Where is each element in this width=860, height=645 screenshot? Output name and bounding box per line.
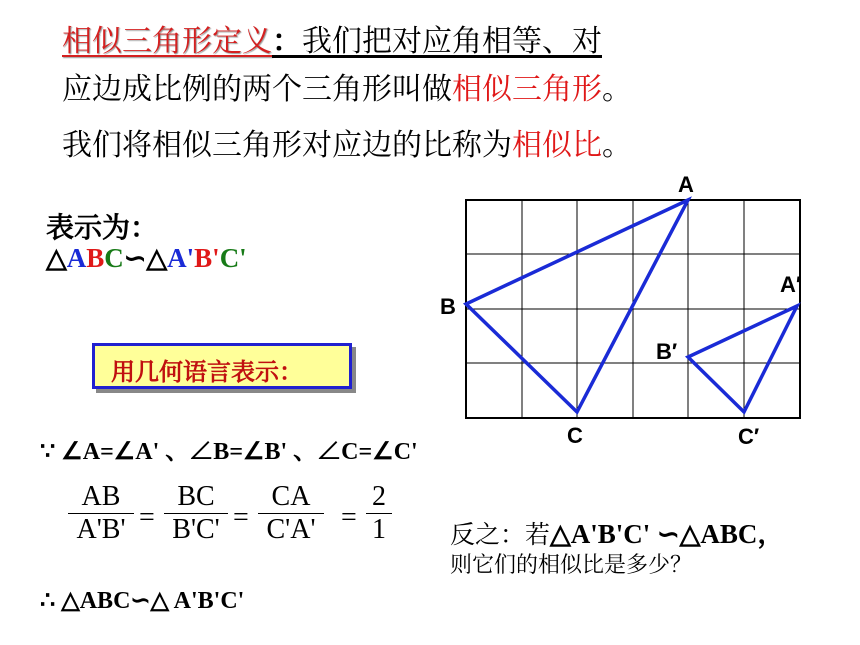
ratio-bc-num: BC bbox=[177, 481, 215, 512]
definition-period: 。 bbox=[602, 72, 632, 107]
geometry-language-label: 用几何语言表示： bbox=[111, 358, 303, 386]
similarity-ratio-term: 相似比 bbox=[512, 128, 602, 163]
label-b: B bbox=[440, 294, 456, 319]
vertex-b-prime: B' bbox=[194, 243, 220, 273]
similar-triangles-term: 相似三角形 bbox=[452, 72, 602, 107]
ratio-bc-den: B'C' bbox=[164, 513, 228, 546]
label-a: A bbox=[678, 172, 694, 197]
label-c: C bbox=[567, 423, 583, 448]
therefore-statement: ∴ △ABC∽△ A'B'C' bbox=[40, 588, 245, 614]
definition-colon: ： bbox=[272, 24, 302, 59]
vertex-a-prime: A' bbox=[167, 243, 195, 273]
because-statement: ∵ ∠A=∠A' 、∠B=∠B' 、∠C=∠C' bbox=[40, 439, 418, 465]
ratio-value-num: 2 bbox=[372, 481, 386, 512]
vertex-c: C bbox=[104, 243, 124, 273]
converse-question: 则它们的相似比是多少？ bbox=[450, 553, 693, 578]
triangle-symbol-2: △ bbox=[146, 243, 168, 273]
ratio-period: 。 bbox=[602, 128, 632, 163]
ratio-ab-den: A'B' bbox=[68, 513, 134, 546]
equals-1: = bbox=[139, 502, 155, 533]
ratio-ca-den: C'A' bbox=[258, 513, 324, 546]
vertex-b: B bbox=[86, 243, 105, 273]
ratio-value-den: 1 bbox=[366, 513, 392, 546]
label-c-prime: C′ bbox=[738, 424, 760, 449]
ratio-definition-text: 我们将相似三角形对应边的比称为 bbox=[62, 128, 512, 163]
definition-text-2: 应边成比例的两个三角形叫做 bbox=[62, 72, 452, 107]
definition-text-1: 我们把对应角相等、对 bbox=[302, 24, 602, 59]
label-a-prime: A′ bbox=[780, 272, 802, 297]
label-b-prime: B′ bbox=[656, 339, 678, 364]
ratio-ca-num: CA bbox=[271, 481, 311, 512]
vertex-c-prime: C' bbox=[219, 243, 247, 273]
converse-prefix: 反之：若 bbox=[450, 520, 551, 549]
triangle-abc-prime bbox=[688, 306, 797, 412]
representation-label: 表示为： bbox=[46, 211, 159, 244]
equals-3: = bbox=[341, 502, 357, 533]
grid bbox=[466, 200, 800, 418]
ratio-ab-num: AB bbox=[81, 481, 121, 512]
converse-expression: △A'B'C' ∽△ABC， bbox=[550, 519, 785, 549]
equals-2: = bbox=[233, 502, 249, 533]
triangle-symbol: △ bbox=[46, 243, 67, 273]
definition-heading: 相似三角形定义 bbox=[62, 24, 272, 59]
vertex-a: A bbox=[66, 243, 87, 273]
similar-symbol: ∽ bbox=[123, 243, 147, 273]
